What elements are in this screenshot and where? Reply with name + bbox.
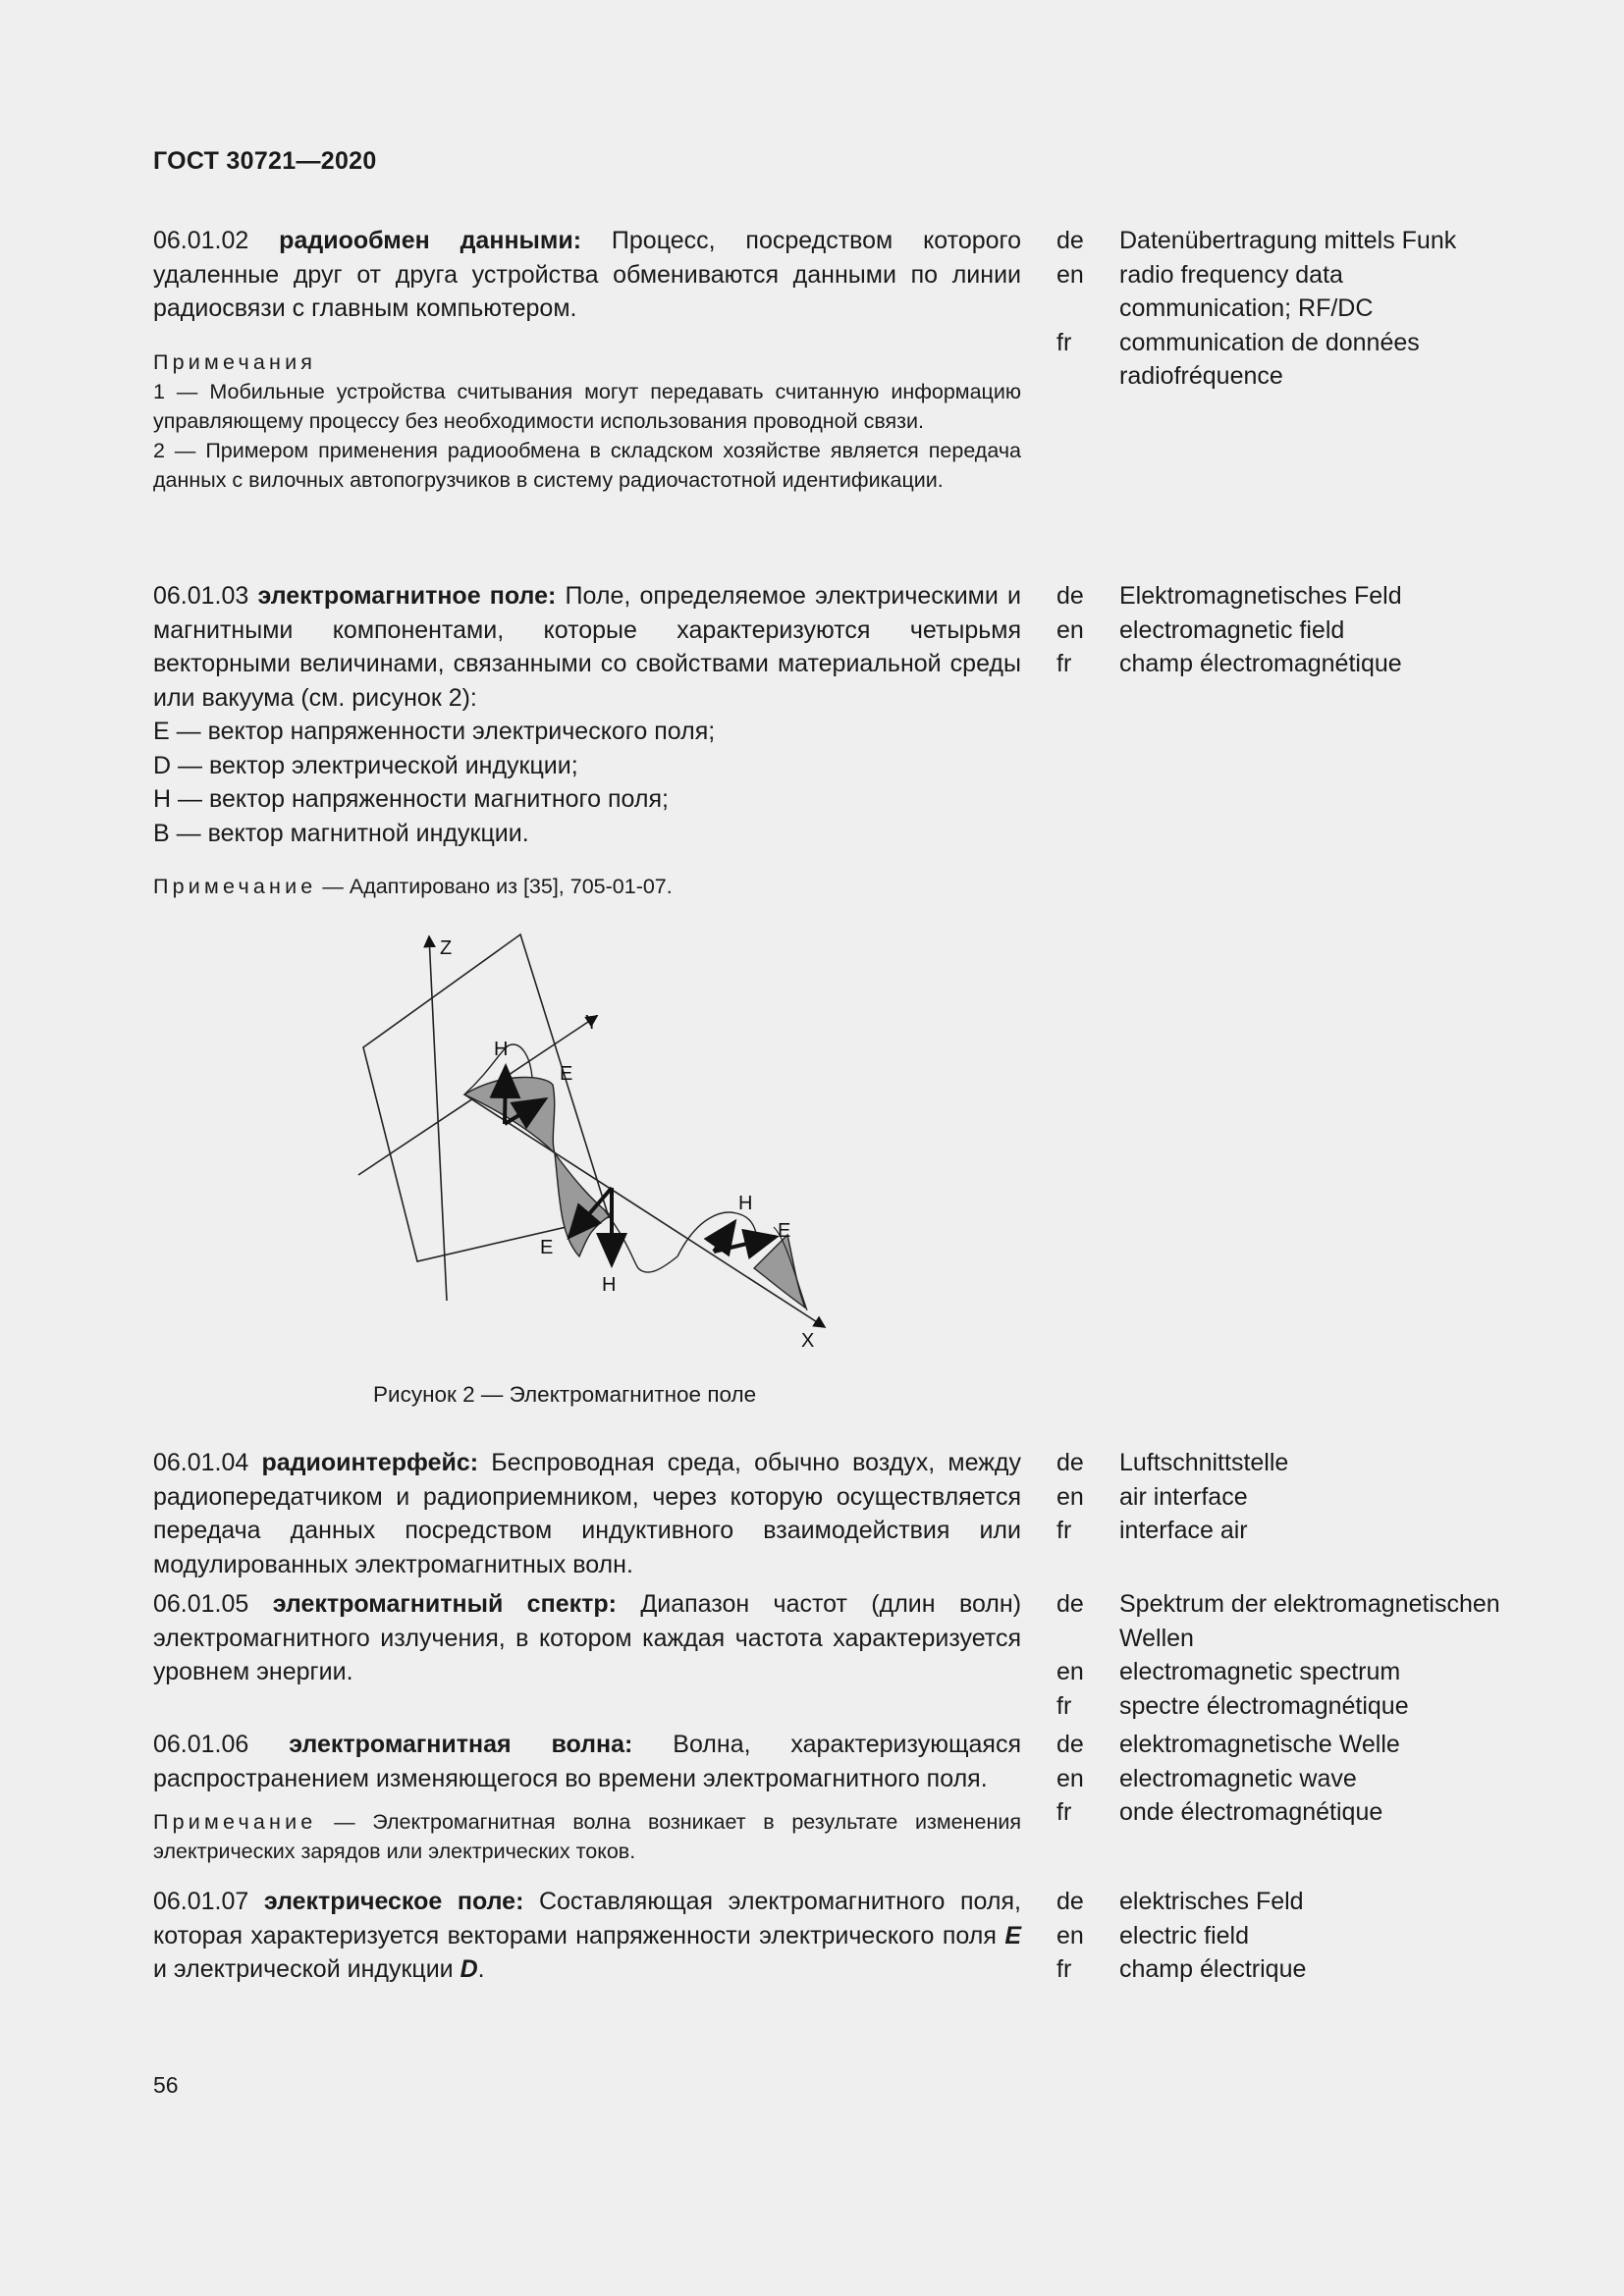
figure-caption: Рисунок 2 — Электромагнитное поле <box>373 1382 757 1407</box>
note-text: — Адаптировано из [35], 705-01-07. <box>316 875 673 898</box>
lang-code: en <box>1056 260 1084 289</box>
entry-definition: Поле, определяемое электрическими и магнитными компонентами, которые характеризуются четырьмя векторными величинами, связанными со свойствами материальной среды или вакуума (см. рисунок 2): <box>153 582 1021 712</box>
symbol-e: E <box>1004 1921 1021 1949</box>
entry-term: радиоинтерфейс: <box>261 1449 479 1476</box>
lang-code: fr <box>1056 1517 1072 1544</box>
lang-code: de <box>1056 1888 1084 1915</box>
lang-code: de <box>1056 1449 1084 1476</box>
label-h: H <box>602 1274 617 1296</box>
page-number: 56 <box>153 2072 179 2098</box>
lang-code: fr <box>1056 328 1072 356</box>
lang-code: de <box>1056 1731 1084 1758</box>
entry-06-01-06 <box>153 1728 1021 1866</box>
entry-term: радиообмен данными: <box>279 227 582 254</box>
translations-06-01-05 <box>1056 1587 1567 1723</box>
lang-code: en <box>1056 1921 1084 1949</box>
note-label: Примечание <box>153 1810 317 1834</box>
label-z: Z <box>440 937 453 959</box>
entry-term: электрическое поле: <box>263 1888 524 1915</box>
translation-text: Spektrum der elektromagnetischen Wellen <box>1119 1590 1500 1652</box>
lang-code: en <box>1056 615 1084 644</box>
translations-06-01-03 <box>1056 579 1567 681</box>
translation-text: Luftschnittstelle <box>1119 1449 1289 1476</box>
entry-definition-end: . <box>477 1955 485 1983</box>
label-x: X <box>801 1330 815 1352</box>
entry-06-01-07 <box>153 1885 1021 1987</box>
figure-electromagnetic-field <box>334 923 844 1355</box>
lang-code: de <box>1056 1590 1084 1618</box>
entry-number: 06.01.06 <box>153 1731 249 1758</box>
entry-number: 06.01.03 <box>153 582 249 610</box>
translation-text: electromagnetic field <box>1119 615 1345 644</box>
label-h: H <box>494 1039 509 1060</box>
label-e: E <box>540 1237 554 1258</box>
translation-text: Datenübertragung mittels Funk <box>1119 227 1457 254</box>
entry-term: электромагнитная волна: <box>289 1731 633 1758</box>
entry-number: 06.01.07 <box>153 1888 249 1915</box>
translation-text: communication de données radiofréquence <box>1119 328 1420 390</box>
translation-text: radio frequency data communication; RF/DC <box>1119 260 1374 322</box>
entry-definition-mid: и электрической индукции <box>153 1955 460 1983</box>
translation-text: electromagnetic wave <box>1119 1764 1357 1792</box>
vector-item: H — вектор напряженности магнитного поля; <box>153 785 669 813</box>
label-e: E <box>778 1220 791 1242</box>
note-item: 1 — Мобильные устройства считывания могут передавать считанную информацию управляющему процессу без необходимости использования проводной связи. <box>153 379 1021 433</box>
entry-definition: Составляющая электромагнитного поля, которая характеризуется векторами напряженности электрического поля <box>153 1888 1021 1949</box>
entry-06-01-02 <box>153 224 1021 495</box>
h-vector-1 <box>505 1067 506 1124</box>
vector-item: D — вектор электрической индукции; <box>153 751 578 779</box>
e-lobe-3 <box>754 1235 805 1308</box>
translation-text: champ électromagnétique <box>1119 650 1402 677</box>
entry-definition: Беспроводная среда, обычно воздух, между радиопередатчиком и радиоприемником, через которую осуществляется передача данных посредством индуктивного взаимодействия или модулированных электромагнитных волн. <box>153 1449 1021 1578</box>
translation-text: spectre électromagnétique <box>1119 1691 1409 1720</box>
translations-06-01-04 <box>1056 1446 1567 1548</box>
document-header: ГОСТ 30721—2020 <box>153 147 377 175</box>
entry-definition: Волна, характеризующаяся распространением изменяющегося во времени электромагнитного поля. <box>153 1731 1021 1792</box>
lang-code: fr <box>1056 1691 1072 1720</box>
lang-code: en <box>1056 1482 1084 1511</box>
entry-term: электромагнитный спектр: <box>272 1590 617 1618</box>
lang-code: de <box>1056 582 1084 610</box>
entry-06-01-03 <box>153 579 1021 901</box>
entry-definition: Диапазон частот (длин волн) электромагнитного излучения, в котором каждая частота характеризуется уровнем энергии. <box>153 1590 1022 1685</box>
em-wave-diagram <box>334 923 844 1355</box>
vector-item: B — вектор магнитной индукции. <box>153 819 529 847</box>
e-lobe-2 <box>555 1153 611 1256</box>
translation-text: onde électromagnétique <box>1119 1798 1383 1826</box>
notes-heading: Примечания <box>153 349 317 374</box>
lang-code: fr <box>1056 650 1072 677</box>
translation-text: elektromagnetische Welle <box>1119 1731 1400 1758</box>
lang-code: en <box>1056 1764 1084 1792</box>
translation-text: Elektromagnetisches Feld <box>1119 582 1402 610</box>
lang-code: de <box>1056 227 1084 254</box>
lang-code: fr <box>1056 1955 1072 1983</box>
x-axis <box>464 1095 825 1327</box>
translation-text: air interface <box>1119 1482 1248 1511</box>
entry-definition: Процесс, посредством которого удаленные друг от друга устройства обмениваются данными по линии радиосвязи с главным компьютером. <box>153 227 1022 322</box>
lang-code: fr <box>1056 1798 1072 1826</box>
entry-number: 06.01.05 <box>153 1590 249 1618</box>
translations-06-01-07 <box>1056 1885 1567 1987</box>
translation-text: electromagnetic spectrum <box>1119 1658 1401 1685</box>
translations-06-01-02 <box>1056 224 1567 394</box>
label-y: Y <box>585 1012 599 1034</box>
translation-text: champ électrique <box>1119 1955 1307 1983</box>
translation-text: elektrisches Feld <box>1119 1888 1304 1915</box>
symbol-d: D <box>460 1955 478 1983</box>
label-e: E <box>560 1063 573 1085</box>
entry-number: 06.01.02 <box>153 227 249 254</box>
entry-term: электромагнитное поле: <box>257 582 557 610</box>
entry-number: 06.01.04 <box>153 1449 249 1476</box>
e-lobe-1 <box>464 1077 555 1153</box>
lang-code: en <box>1056 1658 1084 1685</box>
vector-item: E — вектор напряженности электрического поля; <box>153 718 716 745</box>
note-label: Примечание <box>153 875 317 898</box>
translation-text: electric field <box>1119 1921 1249 1949</box>
note-text: — Электромагнитная волна возникает в результате изменения электрических зарядов или электрических токов. <box>153 1810 1021 1863</box>
label-h: H <box>738 1193 753 1214</box>
translation-text: interface air <box>1119 1517 1248 1544</box>
translations-06-01-06 <box>1056 1728 1567 1830</box>
h-wave-2 <box>604 1209 677 1272</box>
entry-06-01-05 <box>153 1587 1021 1689</box>
note-item: 2 — Примером применения радиообмена в складском хозяйстве является передача данных с вилочных автопогрузчиков в систему радиочастотной идентификации. <box>153 438 1021 492</box>
entry-06-01-04 <box>153 1446 1021 1581</box>
